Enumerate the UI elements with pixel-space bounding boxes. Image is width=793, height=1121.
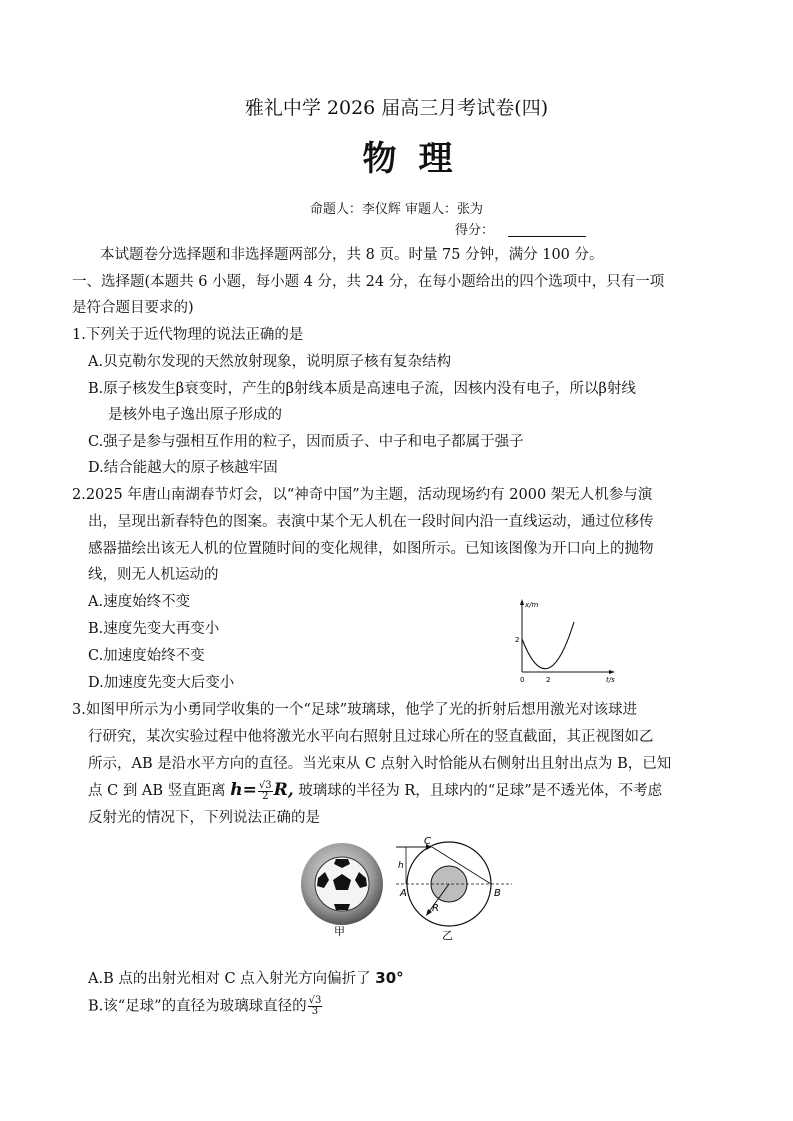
q3-option-a-angle: 30° [375,969,404,987]
origin-label: 0 [520,676,525,684]
subject-title: 物理 [362,139,475,179]
x-axis-label: t/s [606,676,615,684]
y-tick-label: 2 [515,636,520,644]
y-axis-arrow [520,599,524,605]
q3-option-a [88,968,404,989]
label-r: R [432,903,439,914]
q2-option-c: C.加速度始终不变 [88,648,205,664]
q2-position-time-graph [510,596,620,684]
score-label: 得分： [455,223,495,238]
label-c: C [424,836,431,847]
q1-stem: 1.下列关于近代物理的说法正确的是 [72,327,304,343]
q3-stem-line3: 所示，AB 是沿水平方向的直径。当光束从 C 点射入时恰能从右侧射出且射出点为 B，已知 [88,756,672,772]
figure-jia-label: 甲 [334,925,345,938]
h-fraction-numerator: √3 [258,779,272,791]
q2-stem-line2: 出，呈现出新春特色的图案。表演中某个无人机在一段时间内沿一直线运动，通过位移传 [88,514,654,530]
figure-yi-label: 乙 [442,929,453,942]
figure-jia-soccer-ball [296,842,390,938]
q3-stem-line2: 行研究，某次实验过程中他将激光水平向右照射且过球心所在的竖直截面，其正视图如乙 [88,729,654,745]
q2-stem-line4: 线，则无人机运动的 [88,567,219,583]
intro-text: 本试题卷分选择题和非选择题两部分，共 8 页。时量 75 分钟，满分 100 分。 [100,247,604,263]
q3-option-b-denominator: 3 [311,1006,319,1017]
q3-line4-pre: 点 C 到 AB 竖直距离 [88,783,226,799]
h-equals: h= [230,780,257,800]
figure-yi-cross-section [394,834,514,942]
x-axis-arrow [609,670,615,674]
exam-title: 雅礼中学 2026 届高三月考试卷(四) [244,97,549,119]
label-b: B [494,888,501,899]
q2-option-d: D.加速度先变大后变小 [88,675,235,691]
q2-option-b: B.速度先变大再变小 [88,621,220,637]
score-blank [508,236,586,237]
q3-stem-line5: 反射光的情况下，下列说法正确的是 [88,810,320,826]
q1-option-b-line2: 是核外电子逸出原子形成的 [108,407,282,423]
parabola-curve [522,622,574,669]
q3-option-b-fraction [308,996,323,1017]
h-fraction [258,781,273,802]
q3-stem-line1: 3.如图甲所示为小勇同学收集的一个“足球”玻璃球，他学了光的折射后想用激光对该球进 [72,702,638,718]
label-a: A [400,888,407,899]
h-fraction-denominator: 2 [262,790,269,802]
section1-heading-line2: 是符合题目要求的) [72,300,194,316]
r-symbol: R, [273,780,294,800]
q3-option-b [88,996,323,1017]
q2-option-a: A.速度始终不变 [88,594,191,610]
section1-heading-line1: 一、选择题(本题共 6 小题，每小题 4 分，共 24 分，在每小题给出的四个选项中，只有一项 [72,274,665,290]
q3-option-b-text: B.该“足球”的直径为玻璃球直径的 [88,998,307,1015]
q1-option-b-line1: B.原子核发生β衰变时，产生的β射线本质是高速电子流，因核内没有电子，所以β射线 [88,381,636,397]
q2-stem-line3: 感器描绘出该无人机的位置随时间的变化规律，如图所示。已知该图像为开口向上的抛物 [88,541,654,557]
q2-stem-line1: 2.2025 年唐山南湖春节灯会，以“神奇中国”为主题，活动现场约有 2000 架无人机参与演 [72,487,653,503]
label-h: h [398,861,404,871]
q3-line4-post: 玻璃球的半径为 R，且球内的“足球”是不透光体，不考虑 [298,783,663,799]
q1-option-c: C.强子是参与强相互作用的粒子，因而质子、中子和电子都属于强子 [88,434,524,450]
q3-stem-line4 [88,780,662,802]
q1-option-d: D.结合能越大的原子核越牢固 [88,460,278,476]
ball-patch-bottom [334,904,350,910]
q1-option-a: A.贝克勒尔发现的天然放射现象，说明原子核有复杂结构 [88,354,452,370]
y-axis-label: x/m [525,601,539,609]
authors-line: 命题人：李仪辉 审题人：张为 [309,202,484,217]
q3-option-b-numerator: √3 [308,995,322,1006]
x-tick-label: 2 [546,676,551,684]
q3-option-a-text: A.B 点的出射光相对 C 点入射光方向偏折了 [88,971,371,987]
